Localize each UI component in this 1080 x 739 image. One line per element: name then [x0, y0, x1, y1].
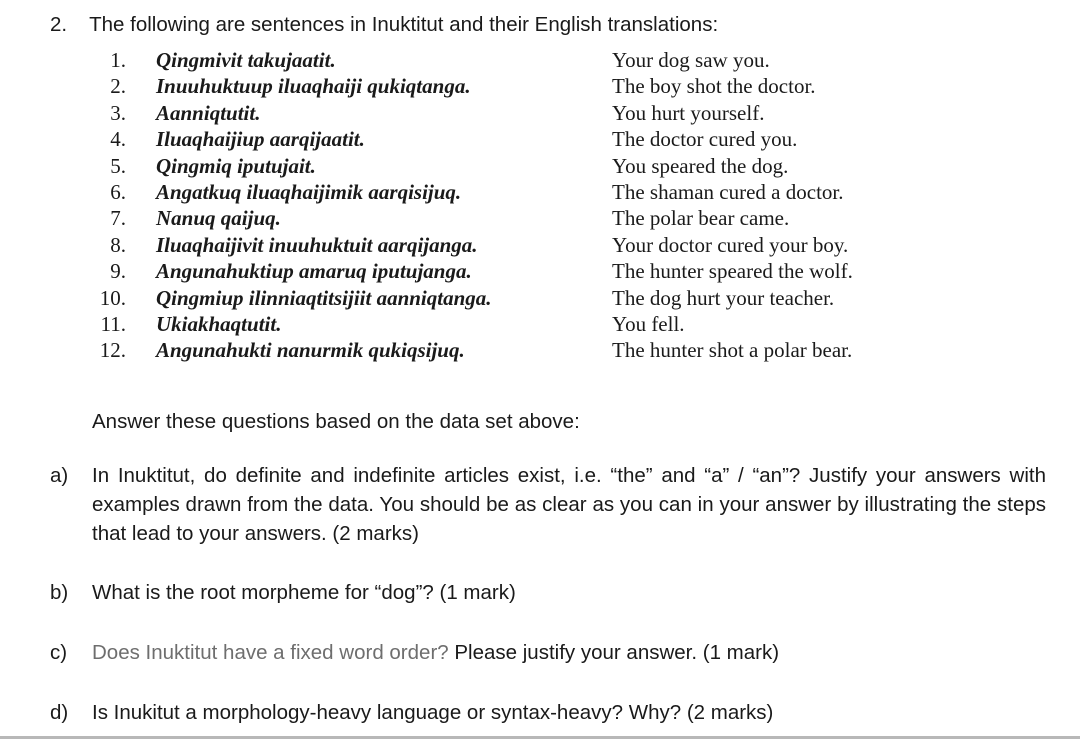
english-translation: The hunter speared the wolf. — [612, 259, 853, 284]
inuktitut-sentence: Ukiakhaqtutit. — [156, 311, 282, 336]
question-letter: d) — [50, 701, 69, 724]
sentence-number: 11. — [100, 311, 126, 336]
sentence-row — [96, 337, 956, 363]
sentence-number: 3. — [110, 100, 126, 125]
english-translation: Your dog saw you. — [612, 48, 770, 72]
question-text — [92, 638, 1046, 667]
sentence-row — [96, 73, 956, 99]
sentence-number: 1. — [110, 48, 126, 72]
sentence-number: 8. — [110, 232, 126, 257]
sentence-row — [96, 153, 956, 179]
english-translation: The doctor cured you. — [612, 127, 798, 152]
question-text: What is the root morpheme for “dog”? (1 mark) — [92, 581, 516, 604]
question-text: In Inuktitut, do definite and indefinite articles exist, i.e. “the” and “a” / “an”? Justify your answers with examples drawn from the data. You should be as clear as you can in your answer by illustrating the steps that lead to your answers. (2 marks) — [92, 464, 1046, 545]
inuktitut-sentence: Qingmivit takujaatit. — [156, 48, 336, 72]
english-translation: The hunter shot a polar bear. — [612, 338, 853, 363]
inuktitut-sentence: Aanniqtutit. — [156, 100, 261, 125]
inuktitut-sentence: Angunahuktiup amaruq iputujanga. — [156, 259, 472, 284]
sentence-number: 5. — [110, 153, 126, 178]
question-text: Is Inukitut a morphology-heavy language or syntax-heavy? Why? (2 marks) — [92, 701, 774, 724]
sentence-number: 9. — [110, 259, 126, 284]
sentence-table — [96, 47, 956, 364]
sentence-row — [96, 232, 956, 258]
sentence-number: 12. — [99, 338, 126, 363]
inuktitut-sentence: Angatkuq iluaqhaijimik aarqisijuq. — [156, 179, 462, 204]
sentence-number: 7. — [110, 206, 126, 231]
question-text-grey: Does Inuktitut have a fixed word order? — [92, 641, 449, 664]
inuktitut-sentence: Iluaqhaijiup aarqijaatit. — [156, 127, 365, 152]
sentence-number: 6. — [110, 179, 126, 204]
question-number: 2. — [50, 13, 68, 36]
inuktitut-sentence: Nanuq qaijuq. — [156, 206, 281, 231]
sentence-row — [96, 258, 956, 284]
english-translation: The boy shot the doctor. — [612, 74, 816, 99]
english-translation: Your doctor cured your boy. — [612, 232, 849, 257]
english-translation: The polar bear came. — [612, 206, 790, 231]
sentence-row — [96, 179, 956, 205]
sentence-row — [96, 285, 956, 311]
inuktitut-sentence: Qingmiq iputujait. — [156, 153, 316, 178]
english-translation: The shaman cured a doctor. — [612, 179, 844, 204]
inuktitut-sentence: Iluaqhaijivit inuuhuktuit aarqijanga. — [156, 232, 478, 257]
question-text-dark: Please justify your answer. (1 mark) — [448, 641, 780, 664]
question-header — [50, 13, 718, 37]
english-translation: You fell. — [612, 311, 685, 336]
inuktitut-sentence: Angunahukti nanurmik qukiqsijuq. — [156, 338, 465, 363]
sentence-row — [96, 47, 956, 73]
english-translation: You speared the dog. — [612, 153, 789, 178]
inuktitut-sentence: Inuuhuktuup iluaqhaiji qukiqtanga. — [156, 74, 471, 99]
sentence-row — [96, 126, 956, 152]
instructions-text: Answer these questions based on the data set above: — [92, 410, 580, 433]
question-intro: The following are sentences in Inuktitut and their English translations: — [89, 13, 719, 36]
sentence-row — [96, 100, 956, 126]
sentence-row — [96, 311, 956, 337]
english-translation: The dog hurt your teacher. — [612, 285, 835, 310]
sentence-row — [96, 205, 956, 231]
english-translation: You hurt yourself. — [612, 100, 765, 125]
sentence-number: 2. — [110, 74, 126, 99]
question-letter: c) — [50, 641, 68, 664]
sentence-number: 10. — [99, 285, 126, 310]
question-letter: b) — [50, 581, 69, 604]
sentence-number: 4. — [110, 127, 126, 152]
inuktitut-sentence: Qingmiup ilinniaqtitsijiit aanniqtanga. — [156, 285, 492, 310]
question-letter: a) — [50, 464, 69, 487]
